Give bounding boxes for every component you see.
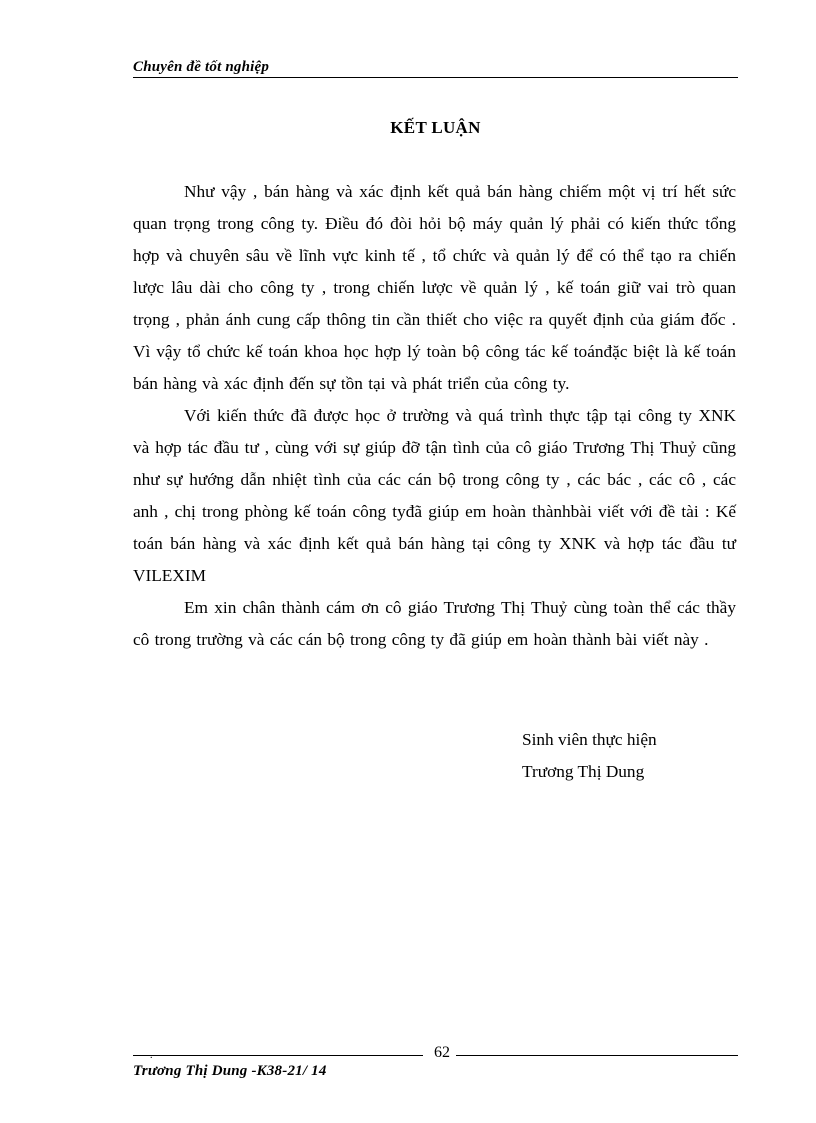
paragraph-1: Như vậy , bán hàng và xác định kết quả bán hàng chiếm một vị trí hết sức quan trọng trong công ty. Điều đó đòi hỏi bộ máy quản lý phải có kiến thức tổng hợp và chuyên sâu về lĩnh vực kinh tế , tổ chức và quản lý để có thể tạo ra chiến lược lâu dài cho công ty , trong chiến lược về quản lý , kế toán giữ vai trò quan trọng , phản ánh cung cấp thông tin cần thiết cho việc ra quyết định của giám đốc . Vì vậy tổ chức kế toán khoa học hợp lý toàn bộ công tác kế toánđặc biệt là kế toán bán hàng và xác định đến sự tồn tại và phát triển của công ty. <box>133 182 736 393</box>
body-text <box>133 176 736 656</box>
page-number: 62 <box>434 1044 450 1061</box>
footer-rule-left <box>133 1055 423 1056</box>
paragraph-3: Em xin chân thành cám ơn cô giáo Trương Thị Thuỷ cùng toàn thể các thầy cô trong trường và các cán bộ trong công ty đã giúp em hoàn thành bài viết này . <box>133 598 736 649</box>
signature-block <box>522 724 657 788</box>
footer-dot: . <box>150 1050 153 1061</box>
footer-author: Trương Thị Dung -K38-21/ 14 <box>133 1063 327 1079</box>
paragraph-2: Với kiến thức đã được học ở trường và quá trình thực tập tại công ty XNK và hợp tác đầu tư , cùng với sự giúp đỡ tận tình của cô giáo Trương Thị Thuỷ cũng như sự hướng dẫn nhiệt tình của các cán bộ trong công ty , các bác , các cô , các anh , chị trong phòng kế toán công tyđã giúp em hoàn thànhbài viết với đề tài : Kế toán bán hàng và xác định kết quả bán hàng tại công ty XNK và hợp tác đầu tư VILEXIM <box>133 406 736 585</box>
signature-name: Trương Thị Dung <box>522 762 645 781</box>
footer-rule-right <box>456 1055 738 1056</box>
section-title: KẾT LUẬN <box>390 118 481 137</box>
page-header <box>133 57 738 78</box>
header-title: Chuyên đề tốt nghiệp <box>133 59 270 75</box>
signature-role: Sinh viên thực hiện <box>522 730 657 749</box>
